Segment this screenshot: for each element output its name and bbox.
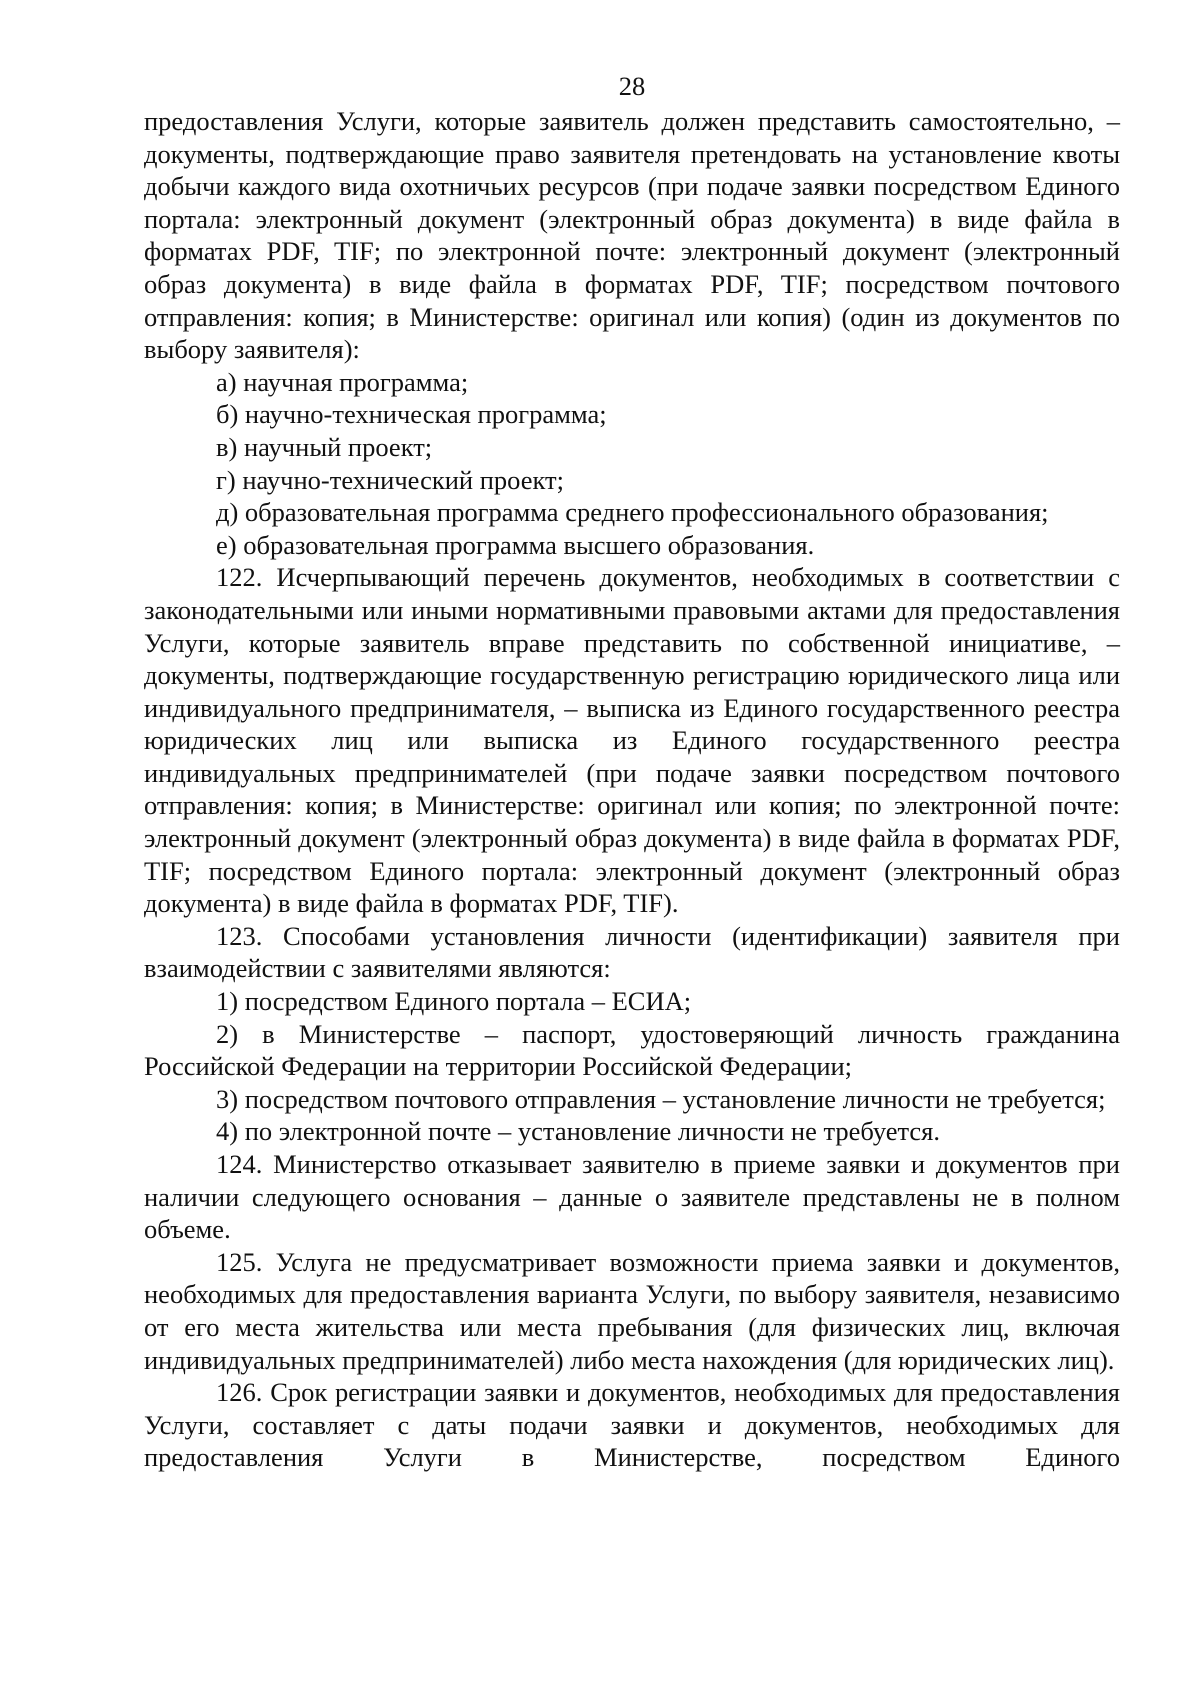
page-number: 28 <box>618 71 646 101</box>
paragraph: 122. Исчерпывающий перечень документов, необходимых в соответствии с законодательными или иными нормативными правовыми актами для предоставления Услуги, которые заявитель вправе представить по собственной инициативе, – документы, подтверждающие государственную регистрацию юридического лица или индивидуального предпринимателя, – выписка из Единого государственного реестра юридических лиц или выписка из Единого государственного реестра индивидуальных предпринимателей (при подаче заявки посредством почтового отправления: копия; в Министерстве: оригинал или копия; по электронной почте: электронный документ (электронный образ документа) в виде файла в форматах PDF, TIF; посредством Единого портала: электронный документ (электронный образ документа) в виде файла в форматах PDF, TIF). <box>144 562 1120 919</box>
paragraph: 126. Срок регистрации заявки и документов, необходимых для предоставления Услуги, составляет с даты подачи заявки и документов, необходимых для предоставления Услуги в Министерстве, посредством Единого <box>144 1377 1120 1473</box>
paragraph: б) научно-техническая программа; <box>216 399 607 430</box>
paragraph: а) научная программа; <box>216 366 469 397</box>
paragraph: е) образовательная программа высшего образования. <box>216 529 815 560</box>
paragraph: д) образовательная программа среднего профессионального образования; <box>216 497 1049 528</box>
paragraph: 1) посредством Единого портала – ЕСИА; <box>216 986 692 1017</box>
paragraph: 4) по электронной почте – установление личности не требуется. <box>216 1116 940 1147</box>
paragraph: 2) в Министерстве – паспорт, удостоверяющий личность гражданина Российской Федерации на территории Российской Федерации; <box>144 1018 1120 1082</box>
paragraph: в) научный проект; <box>216 431 433 462</box>
document-page <box>144 70 1120 1474</box>
paragraph: 123. Способами установления личности (идентификации) заявителя при взаимодействии с заявителями являются: <box>144 920 1120 984</box>
paragraph: предоставления Услуги, которые заявитель должен представить самостоятельно, – документы, подтверждающие право заявителя претендовать на установление квоты добычи каждого вида охотничьих ресурсов (при подаче заявки посредством Единого портала: электронный документ (электронный образ документа) в виде файла в форматах PDF, TIF; по электронной почте: электронный документ (электронный образ документа) в виде файла в форматах PDF, TIF; посредством почтового отправления: копия; в Министерстве: оригинал или копия) (один из документов по выбору заявителя): <box>144 106 1120 365</box>
paragraph: 124. Министерство отказывает заявителю в приеме заявки и документов при наличии следующего основания – данные о заявителе представлены не в полном объеме. <box>144 1149 1120 1245</box>
document-body <box>144 105 1120 1474</box>
paragraph: г) научно-технический проект; <box>216 464 564 495</box>
paragraph: 3) посредством почтового отправления – установление личности не требуется; <box>216 1083 1106 1114</box>
paragraph: 125. Услуга не предусматривает возможности приема заявки и документов, необходимых для предоставления варианта Услуги, по выбору заявителя, независимо от его места жительства или места пребывания (для физических лиц, включая индивидуальных предпринимателей) либо места нахождения (для юридических лиц). <box>144 1246 1120 1375</box>
